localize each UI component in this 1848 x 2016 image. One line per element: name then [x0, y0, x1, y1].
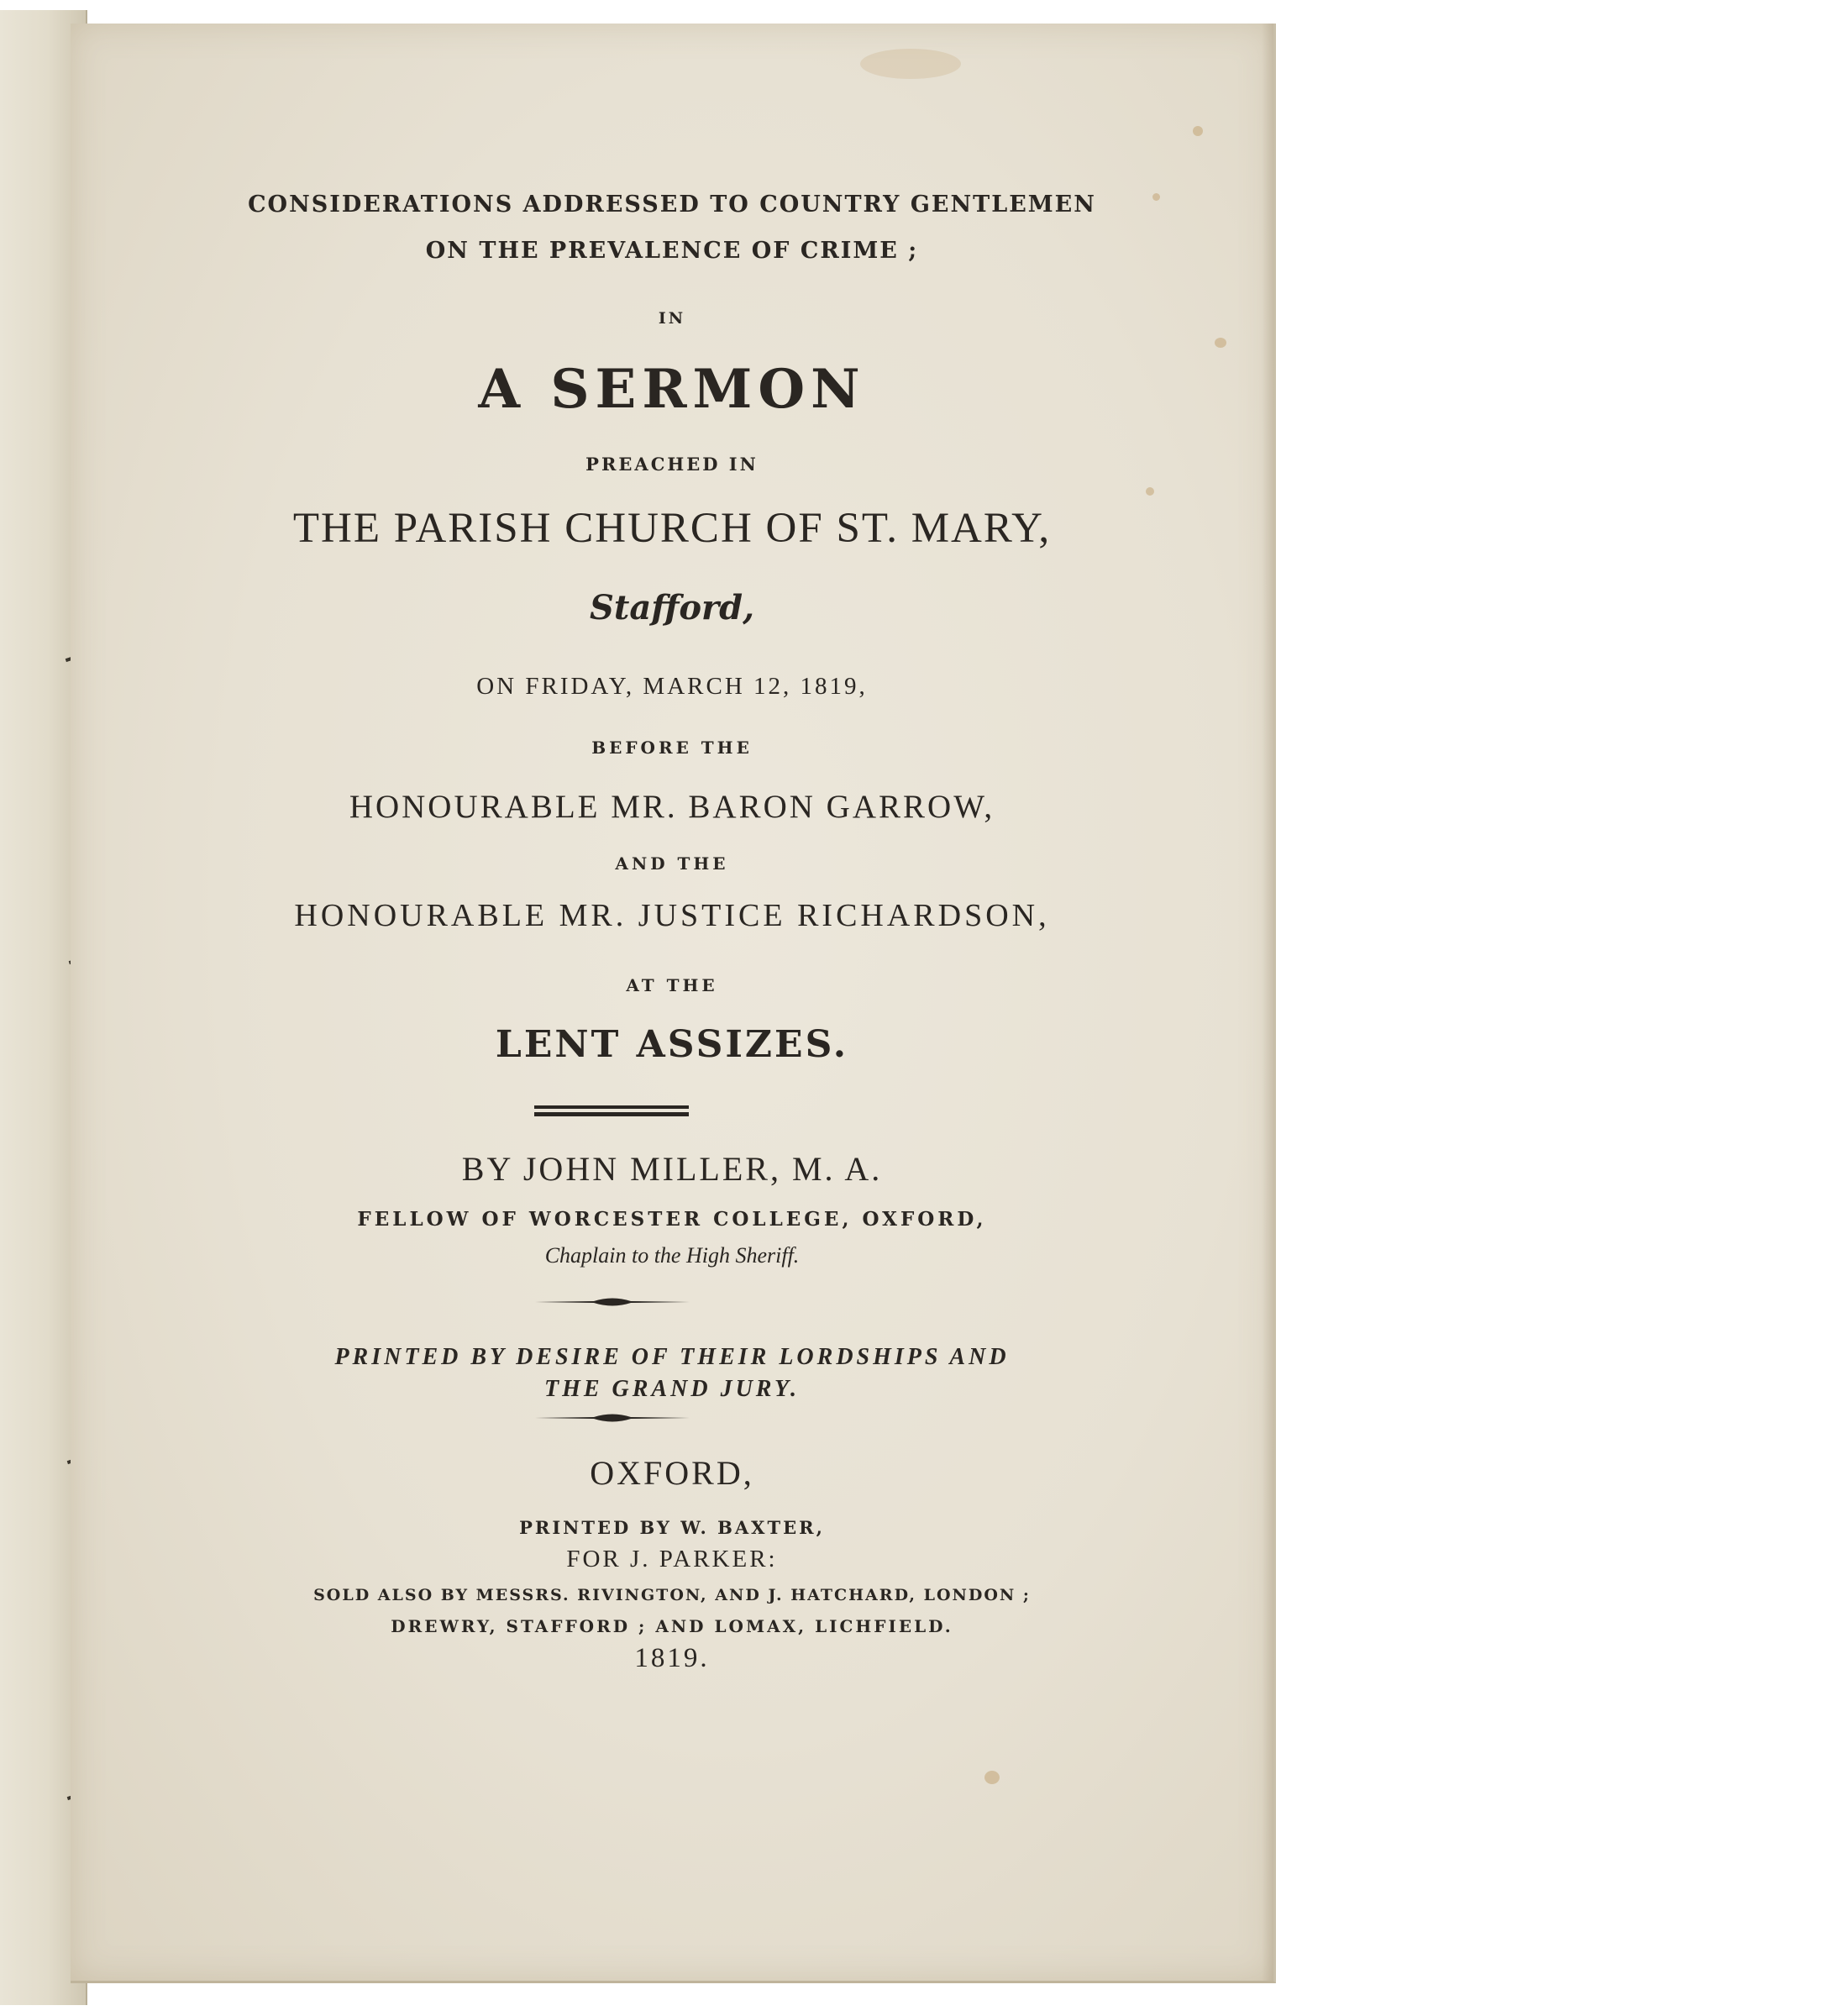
sermon-date: ON FRIDAY, MARCH 12, 1819,	[476, 673, 868, 700]
subtitle-line-2: ON THE PREVALENCE OF CRIME ;	[425, 238, 919, 264]
imprint-sold-line-1: SOLD ALSO BY MESSRS. RIVINGTON, AND J. HATCHARD, LONDON ;	[313, 1586, 1031, 1604]
label-preached-in: PREACHED IN	[585, 454, 759, 475]
author-fellowship: FELLOW OF WORCESTER COLLEGE, OXFORD,	[357, 1208, 987, 1231]
swell-rule-ornament	[535, 1410, 690, 1426]
judge-garrow: HONOURABLE MR. BARON GARROW,	[349, 789, 995, 825]
author-line: BY JOHN MILLER, M. A.	[461, 1150, 883, 1188]
label-in: IN	[658, 309, 686, 328]
imprint-sold-line-2: DREWRY, STAFFORD ; AND LOMAX, LICHFIELD.	[391, 1616, 953, 1636]
title-page-text	[71, 24, 1273, 1981]
label-and-the: AND THE	[615, 853, 729, 874]
imprint-printer: PRINTED BY W. BAXTER,	[519, 1517, 825, 1538]
church-name: THE PARISH CHURCH OF ST. MARY,	[292, 505, 1052, 552]
title-page	[71, 24, 1276, 1983]
label-at-the: AT THE	[626, 975, 718, 995]
main-title: A SERMON	[478, 358, 866, 421]
assizes-heading: LENT ASSIZES.	[495, 1023, 849, 1066]
subtitle-line-1: CONSIDERATIONS ADDRESSED TO COUNTRY GENTLEMEN	[248, 192, 1096, 218]
double-rule-divider	[534, 1105, 689, 1117]
town-name: Stafford,	[589, 588, 754, 627]
judge-richardson: HONOURABLE MR. JUSTICE RICHARDSON,	[294, 898, 1050, 933]
label-before-the: BEFORE THE	[591, 738, 753, 758]
imprint-publisher: FOR J. PARKER:	[566, 1546, 778, 1572]
printed-by-desire-line-1: PRINTED BY DESIRE OF THEIR LORDSHIPS AND	[334, 1344, 1010, 1370]
swell-rule-ornament	[535, 1294, 690, 1310]
imprint-year: 1819.	[634, 1643, 710, 1673]
imprint-place: OXFORD,	[590, 1454, 754, 1492]
printed-by-desire-line-2: THE GRAND JURY.	[544, 1376, 800, 1402]
author-chaplaincy: Chaplain to the High Sheriff.	[544, 1243, 800, 1268]
